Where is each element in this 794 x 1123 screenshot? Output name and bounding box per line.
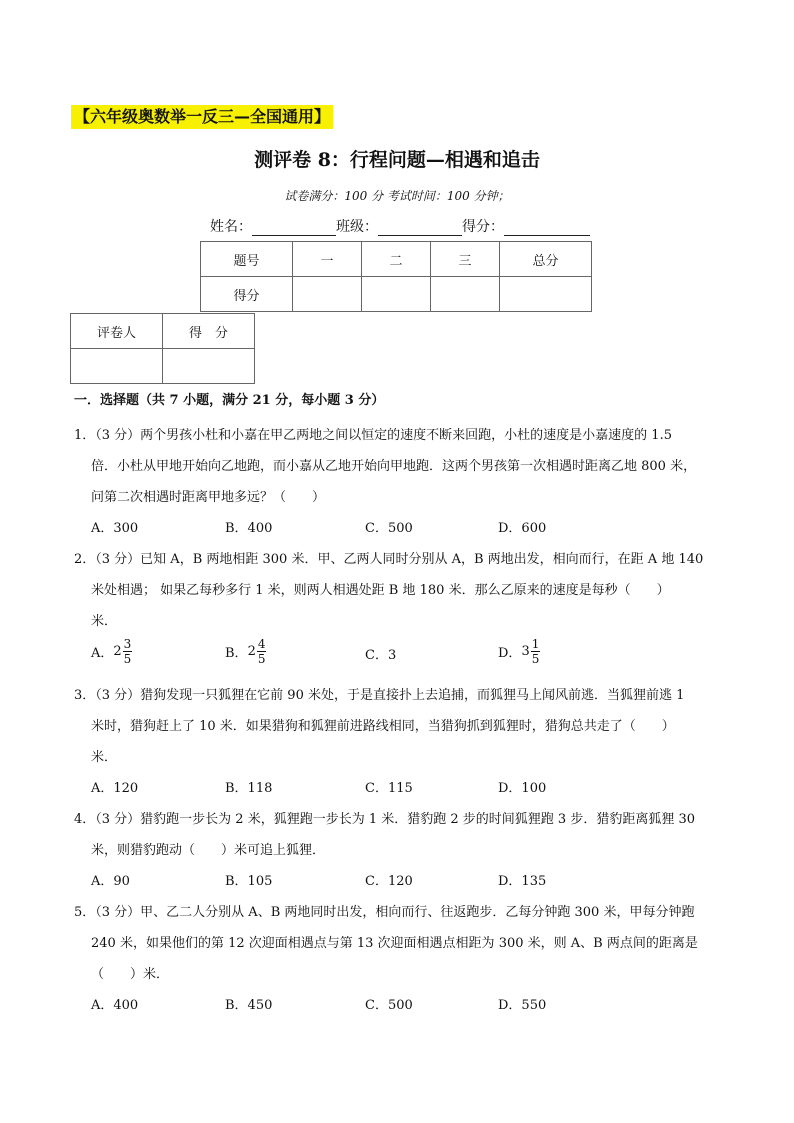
question-3-line-1: 3．（3 分）猎狗发现一只狐狸在它前 90 米处，于是直接扑上去追捕，而狐狸马上闻风前逃．当狐狸前逃 1 [74,688,685,703]
fraction-denominator: 5 [123,652,132,666]
question-2-option-d[interactable] [498,637,540,666]
grader-table-entry-row [71,349,255,384]
grader-table-cell: 得 分 [163,314,255,349]
mixed-whole: 3 [521,644,530,659]
question-4-option-a[interactable]: A．90 [91,874,130,889]
question-5-line-2: 240 米，如果他们的第 12 次迎面相遇点与第 13 次迎面相遇点相距为 300 米，则 A、B 两点间的距离是 [91,936,698,951]
question-4-option-b[interactable]: B．105 [225,874,273,889]
student-info-row [210,216,590,236]
grader-entry-cell[interactable] [71,349,163,384]
question-2-option-a[interactable] [91,637,132,666]
name-field[interactable] [252,219,336,236]
score-table-header-row [201,242,592,277]
question-5-line-1: 5．（3 分）甲、乙二人分别从 A、B 两地同时出发，相向而行、往返跑步．乙每分钟跑 300 米，甲每分钟跑 [74,905,695,920]
score-entry-cell[interactable] [293,277,362,312]
score-entry-cell[interactable] [500,277,592,312]
question-3-line-2: 米时，猎狗赶上了 10 米．如果猎狗和狐狸前进路线相同，当猎狗抓到狐狸时，猎狗总共走了（ ） [91,719,675,734]
question-4-line-1: 4．（3 分）猎豹跑一步长为 2 米，狐狸跑一步长为 1 米．猎豹跑 2 步的时间狐狸跑 3 步．猎豹距离狐狸 30 [74,812,695,827]
name-label: 姓名： [210,219,252,235]
score-table-cell: 二 [362,242,431,277]
question-4-line-2: 米，则猎豹跑动（ ）米可追上狐狸． [91,843,326,858]
class-label: 班级： [336,219,378,235]
option-prefix: D． [498,646,522,661]
question-1-option-c[interactable]: C．500 [365,521,413,536]
question-2-line-2: 米处相遇； 如果乙每秒多行 1 米，则两人相遇处距 B 地 180 米．那么乙原来的速度是每秒（ ） [91,583,670,598]
question-3-option-a[interactable]: A．120 [91,781,139,796]
section-heading: 一．选择题（共 7 小题，满分 21 分，每小题 3 分） [74,393,385,408]
grader-table-header-row [71,314,255,349]
page-title: 测评卷 8：行程问题—相遇和追击 [254,149,540,171]
fraction-denominator: 5 [257,652,266,666]
score-label: 得分： [462,219,504,235]
score-table-score-row [201,277,592,312]
question-1-option-b[interactable]: B．400 [225,521,273,536]
question-3-option-d[interactable]: D．100 [498,781,547,796]
grader-table [70,313,255,384]
question-3-option-b[interactable]: B．118 [225,781,273,796]
fraction [531,637,541,666]
question-2-option-c[interactable] [365,644,396,663]
question-1-option-a[interactable]: A．300 [91,521,139,536]
score-entry-cell[interactable] [362,277,431,312]
option-prefix: C．3 [365,648,397,663]
score-table-cell: 题号 [201,242,293,277]
option-prefix: B． [225,646,248,661]
question-2-option-b[interactable] [225,637,266,666]
score-table-cell: 总分 [500,242,592,277]
score-table-cell: 得分 [201,277,293,312]
question-2-line-3: 米． [91,614,118,629]
question-2-line-1: 2．（3 分）已知 A，B 两地相距 300 米．甲、乙两人同时分别从 A，B 两地出发，相向而行，在距 A 地 140 [74,552,704,567]
exam-meta: 试卷满分：100 分 考试时间：100 分钟； [284,189,510,203]
mixed-whole: 2 [113,644,122,659]
question-4-option-c[interactable]: C．120 [365,874,413,889]
question-1-option-d[interactable]: D．600 [498,521,547,536]
fraction-denominator: 5 [531,652,540,666]
option-prefix: A． [91,646,114,661]
grader-entry-cell[interactable] [163,349,255,384]
question-5-option-a[interactable]: A．400 [91,998,139,1013]
question-3-option-c[interactable]: C．115 [365,781,413,796]
series-banner: 【六年级奥数举一反三—全国通用】 [71,105,333,129]
class-field[interactable] [378,219,462,236]
question-5-option-b[interactable]: B．450 [225,998,273,1013]
question-5-option-c[interactable]: C．500 [365,998,413,1013]
score-entry-cell[interactable] [431,277,500,312]
score-table-cell: 一 [293,242,362,277]
question-1-line-3: 问第二次相遇时距离甲地多远？（ ） [91,490,326,505]
mixed-whole: 2 [247,644,256,659]
fraction-numerator: 4 [257,637,266,651]
question-1-line-2: 倍．小杜从甲地开始向乙地跑，而小嘉从乙地开始向甲地跑．这两个男孩第一次相遇时距离乙地 800 米， [91,459,697,474]
fraction [123,637,133,666]
question-1-line-1: 1．（3 分）两个男孩小杜和小嘉在甲乙两地之间以恒定的速度不断来回跑，小杜的速度是小嘉速度的 1.5 [74,428,672,443]
question-5-option-d[interactable]: D．550 [498,998,547,1013]
fraction-numerator: 3 [123,637,132,651]
score-table [200,241,592,312]
fraction-numerator: 1 [531,637,540,651]
question-4-option-d[interactable]: D．135 [498,874,547,889]
question-3-line-3: 米． [91,750,118,765]
score-field[interactable] [504,219,590,236]
grader-table-cell: 评卷人 [71,314,163,349]
fraction [257,637,267,666]
question-5-line-3: （ ）米． [91,967,170,982]
score-table-cell: 三 [431,242,500,277]
